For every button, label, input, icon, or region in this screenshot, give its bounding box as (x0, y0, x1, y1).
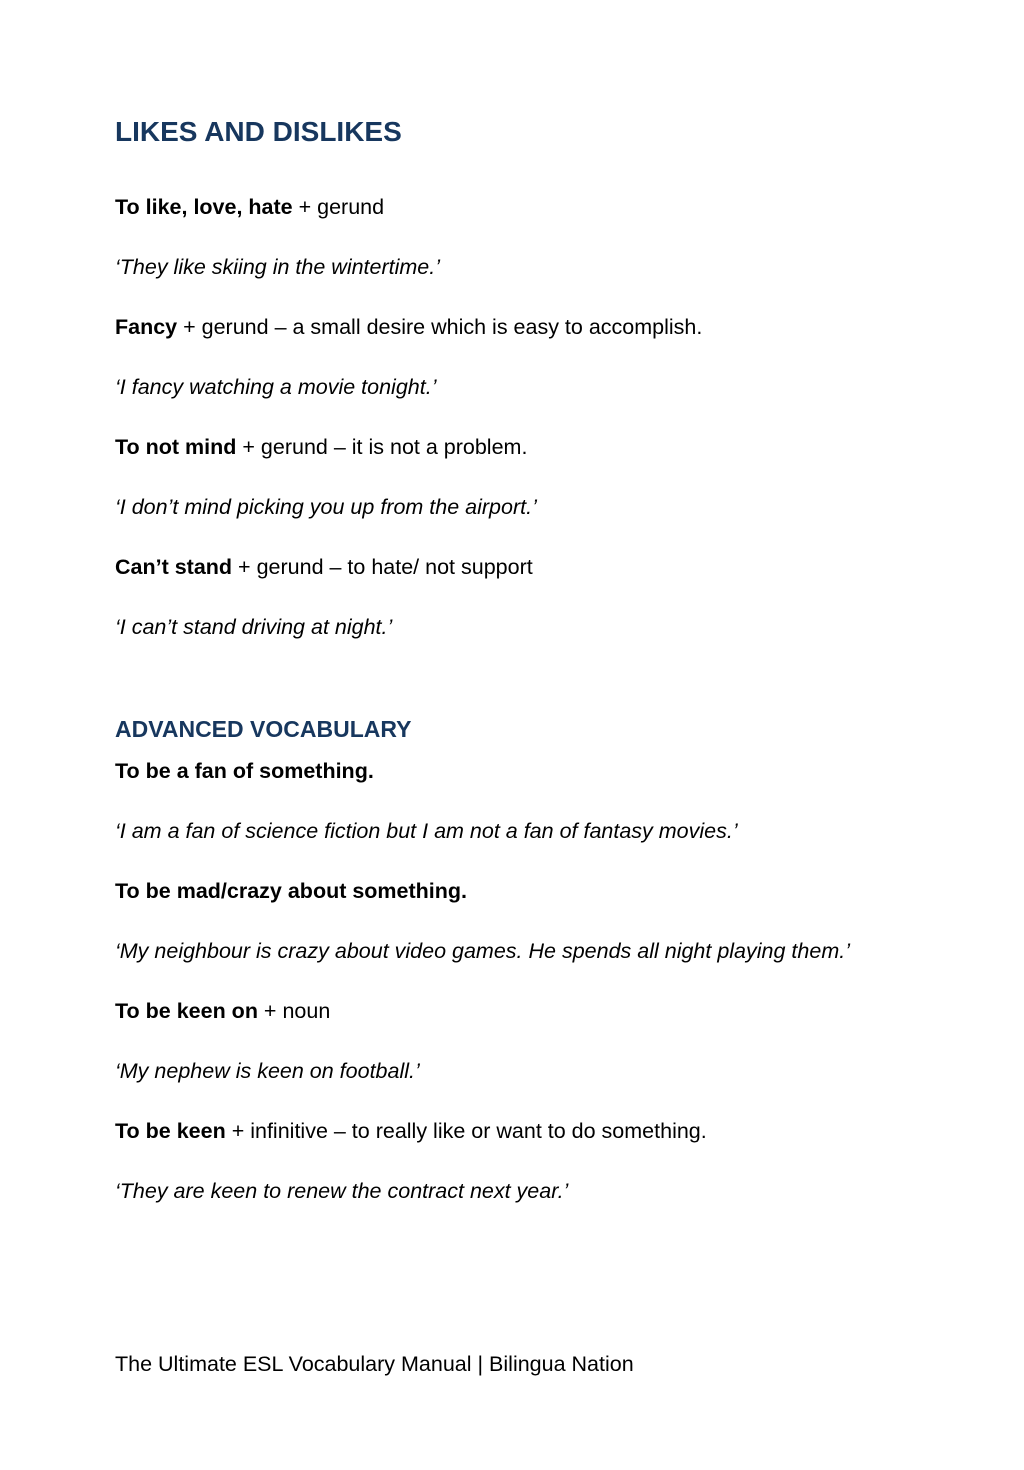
example-sentence: ‘I fancy watching a movie tonight.’ (115, 375, 437, 399)
term: Fancy (115, 315, 178, 339)
definition-line (115, 193, 384, 221)
section-title-advanced-vocabulary: ADVANCED VOCABULARY (115, 716, 412, 742)
term: To be a fan of something. (115, 759, 374, 783)
definition-line (115, 997, 330, 1025)
definition-text: + gerund – to hate/ not support (232, 555, 533, 579)
definition-line (115, 433, 527, 461)
term: To be keen on (115, 999, 258, 1023)
example-sentence: ‘They are keen to renew the contract next year.’ (115, 1179, 569, 1203)
term: To be mad/crazy about something. (115, 879, 468, 903)
section-title-likes-dislikes: LIKES AND DISLIKES (115, 116, 402, 147)
definition-text: + gerund – it is not a problem. (236, 435, 528, 459)
example-sentence: ‘They like skiing in the wintertime.’ (115, 255, 441, 279)
example-sentence: ‘My nephew is keen on football.’ (115, 1059, 420, 1083)
definition-text: + gerund – a small desire which is easy to accomplish. (177, 315, 703, 339)
definition-text: + infinitive – to really like or want to do something. (225, 1119, 707, 1143)
definition-line (115, 1117, 707, 1145)
definition-text: + gerund (292, 195, 385, 219)
term: To not mind (115, 435, 237, 459)
term: To be keen (115, 1119, 226, 1143)
definition-line (115, 553, 533, 581)
example-sentence: ‘I don’t mind picking you up from the airport.’ (115, 495, 537, 519)
definition-line (115, 313, 702, 341)
example-sentence: ‘I am a fan of science fiction but I am not a fan of fantasy movies.’ (115, 819, 738, 843)
example-sentence: ‘I can’t stand driving at night.’ (115, 615, 393, 639)
term: To like, love, hate (115, 195, 293, 219)
definition-line (115, 757, 374, 785)
example-sentence: ‘My neighbour is crazy about video games. He spends all night playing them.’ (115, 939, 850, 963)
term: Can’t stand (115, 555, 233, 579)
definition-text: + noun (257, 999, 331, 1023)
definition-line (115, 877, 467, 905)
page-footer: The Ultimate ESL Vocabulary Manual | Bilingua Nation (115, 1352, 634, 1376)
